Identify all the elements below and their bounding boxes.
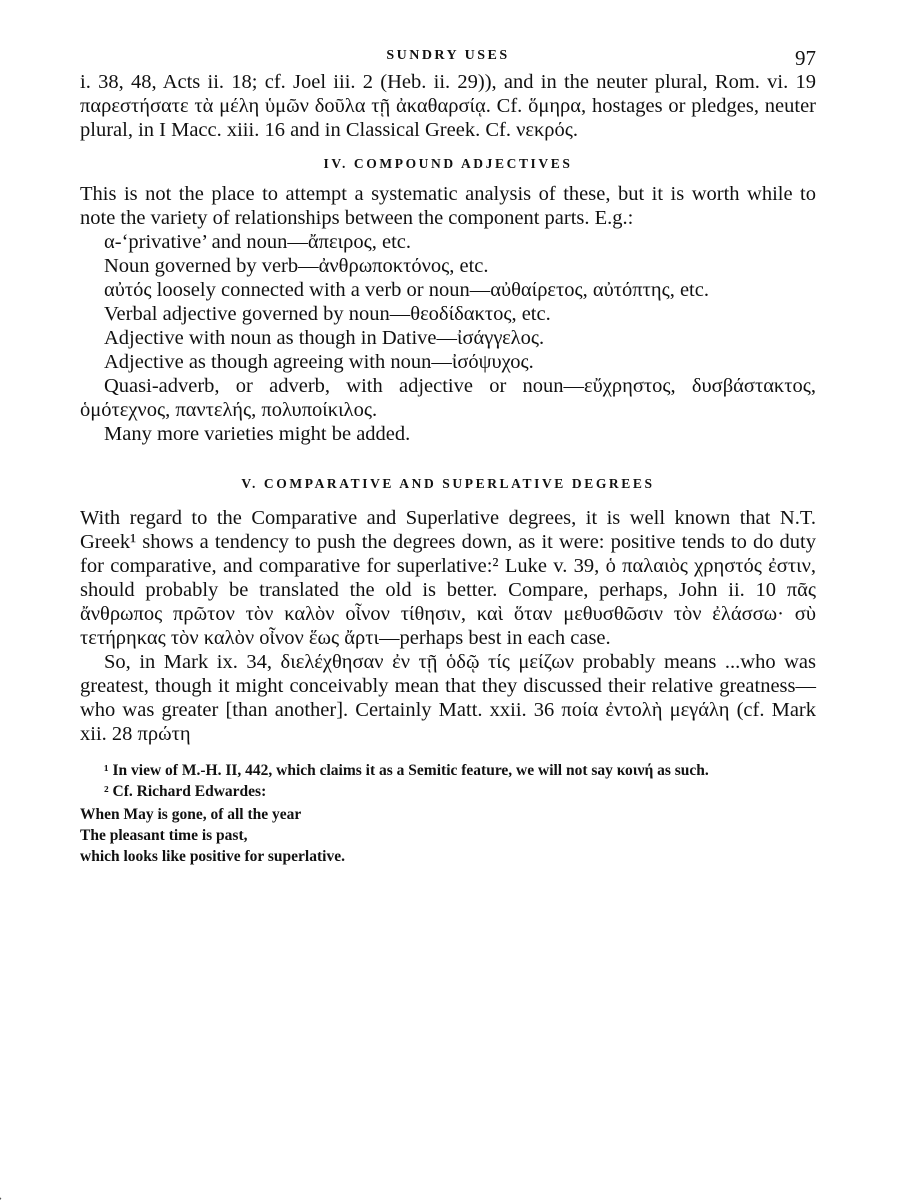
footnote-2: ² Cf. Richard Edwardes: (104, 783, 267, 800)
comparative-paragraph: With regard to the Comparative and Superlative degrees, it is well known that N.T. Greek¹ shows a tendency to push the degrees down, as it were: positive tends to do duty for comparative, and comparative for superlative:² Luke v. 39, ὁ παλαιὸς χρηστός ἐστιν, should probably be translated the old is better. Compare, perhaps, John ii. 10 πᾶς ἄνθρωπος πρῶτον τὸν καλὸν οἶνον τίθησιν, καὶ ὅταν μεθυσθῶσιν τὸν ἐλάσσω· σὺ τετήρηκας τὸν καλὸν οἶνον ἕως ἄρτι—perhaps best in each case. (80, 507, 816, 649)
adjective-type-list (80, 230, 816, 446)
verse-line-2: The pleasant time is past, (80, 827, 248, 844)
scan-corner-mark (0, 1179, 11, 1200)
section-heading-comparative-superlative: V. COMPARATIVE AND SUPERLATIVE DEGREES (241, 476, 655, 491)
verse-line-1: When May is gone, of all the year (80, 806, 302, 823)
running-head (80, 40, 816, 70)
list-item: α-‘privative’ and noun—ἄπειρος, etc. (104, 231, 411, 253)
continued-paragraph: i. 38, 48, Acts ii. 18; cf. Joel iii. 2 (Heb. ii. 29)), and in the neuter plural, Rom. vi. 19 παρεστήσατε τὰ μέλη ὑμῶν δοῦλα τῇ ἀκαθαρσίᾳ. Cf. ὅμηρα, hostages or pledges, neuter plural, in I Macc. xiii. 16 and in Classical Greek. Cf. νεκρός. (80, 71, 816, 141)
page-number: 97 (795, 46, 816, 70)
footnote-2-conclusion: which looks like positive for superlative. (80, 848, 345, 865)
mark-paragraph: So, in Mark ix. 34, διελέχθησαν ἐν τῇ ὁδῷ τίς μείζων probably means ...who was greatest, though it might conceivably mean that they discussed their relative greatness—who was greater [than another]. Certainly Matt. xxii. 36 ποία ἐντολὴ μεγάλη (cf. Mark xii. 28 πρώτη (80, 651, 816, 745)
book-page (80, 40, 816, 867)
list-item: Noun governed by verb—ἀνθρωποκτόνος, etc. (104, 255, 489, 277)
list-item: Adjective as though agreeing with noun—ἰσόψυχος. (104, 351, 534, 373)
intro-paragraph: This is not the place to attempt a systematic analysis of these, but it is worth while to note the variety of relationships between the component parts. E.g.: (80, 183, 816, 229)
list-item: αὐτός loosely connected with a verb or noun—αὐθαίρετος, αὐτόπτης, etc. (104, 279, 709, 301)
running-title: SUNDRY USES (386, 48, 510, 63)
list-item: Many more varieties might be added. (104, 423, 411, 445)
list-item: Quasi-adverb, or adverb, with adjective or noun—εὔχρηστος, δυσβάστακτος, ὁμότεχνος, παντελής, πολυποίκιλος. (80, 375, 816, 421)
list-item: Adjective with noun as though in Dative—ἰσάγγελος. (104, 327, 545, 349)
footnote-1: ¹ In view of M.-H. II, 442, which claims it as a Semitic feature, we will not say κοινή as such. (104, 762, 709, 779)
list-item: Verbal adjective governed by noun—θεοδίδακτος, etc. (104, 303, 551, 325)
footnotes (80, 760, 816, 867)
section-heading-compound-adjectives: IV. COMPOUND ADJECTIVES (323, 156, 573, 171)
